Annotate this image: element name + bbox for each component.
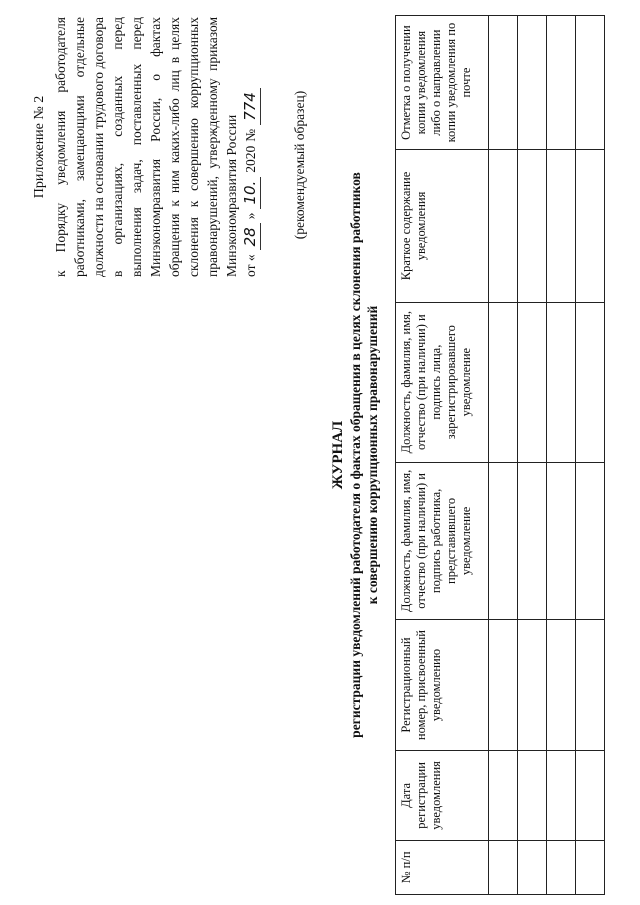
journal-subtitle-line1: регистрации уведомлений работодателя о фактах обращения в целях склонения работников <box>348 172 363 738</box>
number-label: № <box>243 128 258 142</box>
date-prefix: от « <box>243 254 258 277</box>
table-row <box>518 16 547 895</box>
table-cell <box>576 150 605 303</box>
table-cell <box>547 302 576 462</box>
table-cell <box>489 620 518 751</box>
journal-heading: ЖУРНАЛ <box>330 420 346 490</box>
table-cell <box>576 750 605 840</box>
table-cell <box>576 840 605 894</box>
table-cell <box>547 840 576 894</box>
journal-title-block <box>330 45 381 865</box>
table-cell <box>489 150 518 303</box>
header-cell: Должность, фамилия, имя, отчество (при наличии) и подпись работника, представившего уведомление <box>396 462 489 620</box>
table-cell <box>547 620 576 751</box>
handwritten-day: 28 <box>241 223 261 250</box>
header-cell: № п/п <box>396 840 489 894</box>
table-cell <box>489 16 518 150</box>
table-cell <box>518 150 547 303</box>
journal-table <box>395 15 605 895</box>
table-cell <box>547 150 576 303</box>
table-body <box>489 16 605 895</box>
table-cell <box>518 302 547 462</box>
table-cell <box>489 750 518 840</box>
table-cell <box>547 462 576 620</box>
appendix-text: к Порядку уведомления работодателя работниками, замещающими отдельные должности на основании трудового договора в организациях, созданных перед выполнения задач, поставленных перед Минэкономразвития России, о фактах обращения к ним каких-либо лиц в целях склонения к совершению коррупционных правонарушений, утвержденному приказом Минэкономразвития России <box>53 17 239 277</box>
table-row <box>576 16 605 895</box>
handwritten-month: 10. <box>241 177 261 209</box>
table-cell <box>576 302 605 462</box>
table-cell <box>489 302 518 462</box>
header-cell: Краткое содержание уведомления <box>396 150 489 303</box>
table-cell <box>576 462 605 620</box>
table-cell <box>518 16 547 150</box>
table-cell <box>518 462 547 620</box>
table-cell <box>489 840 518 894</box>
table-cell <box>576 620 605 751</box>
recommended-sample-note: (рекомендуемый образец) <box>292 90 307 240</box>
table-row <box>489 16 518 895</box>
handwritten-number: 774 <box>241 88 261 125</box>
approval-date-line <box>241 17 261 277</box>
table-cell <box>518 750 547 840</box>
header-cell: Должность, фамилия, имя, отчество (при наличии) и подпись лица, зарегистрировавшего уведомление <box>396 302 489 462</box>
appendix-block <box>30 17 261 277</box>
table-cell <box>576 16 605 150</box>
table-cell <box>518 620 547 751</box>
table-row <box>547 16 576 895</box>
header-cell: Регистрационный номер, присвоенный уведомлению <box>396 620 489 751</box>
appendix-title: Приложение № 2 <box>32 95 47 199</box>
header-cell: Дата регистрации уведомления <box>396 750 489 840</box>
table-header-row <box>396 16 489 895</box>
table-cell <box>547 750 576 840</box>
header-cell: Отметка о получении копии уведомления либо о направлении копии уведомления по почте <box>396 16 489 150</box>
date-sep: » <box>243 212 258 220</box>
table-cell <box>547 16 576 150</box>
journal-subtitle-line2: к совершению коррупционных правонарушений <box>365 305 380 605</box>
year: 2020 <box>243 145 258 173</box>
table-cell <box>518 840 547 894</box>
table-cell <box>489 462 518 620</box>
